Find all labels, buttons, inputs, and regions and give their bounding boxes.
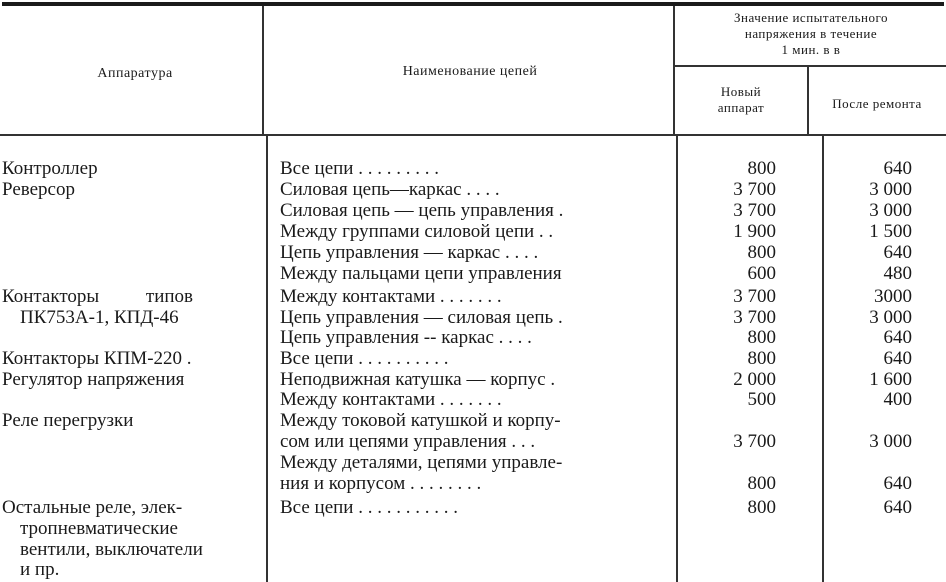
- value-repair: 3 000: [869, 179, 912, 200]
- value-repair: 640: [883, 348, 912, 369]
- circuit-text: Между деталями, цепями управле-: [280, 452, 563, 473]
- circuit-text: Цепь управления — каркас . . . .: [280, 242, 539, 263]
- circuit-text: Все цепи . . . . . . . . .: [280, 158, 439, 179]
- apparatus-other-relays-line-1: Остальные реле, элек-: [2, 497, 183, 518]
- col-divider-1: [262, 6, 264, 134]
- value-new: 800: [747, 348, 776, 369]
- header-circuits: Наименование цепей: [402, 64, 538, 79]
- apparatus-other-relays-line-3: вентили, выключатели: [20, 539, 203, 560]
- value-new: 3 700: [733, 179, 776, 200]
- header-apparatus: Аппаратура: [97, 66, 173, 81]
- value-new: 800: [747, 242, 776, 263]
- value-repair: 400: [883, 389, 912, 410]
- header-voltage-line-3: 1 мин. в в: [781, 42, 841, 57]
- apparatus-reverser: Реверсор: [2, 179, 75, 200]
- header-voltage-line-2: напряжения в течение: [744, 26, 878, 41]
- value-new: 3 700: [733, 307, 776, 328]
- header-bottom-rule: [0, 134, 946, 136]
- value-repair: 640: [883, 327, 912, 348]
- circuit-text: Между группами силовой цепи . .: [280, 221, 554, 242]
- value-repair: 3000: [874, 286, 912, 307]
- circuit-text: Цепь управления — силовая цепь .: [280, 307, 563, 328]
- value-repair: 480: [883, 263, 912, 284]
- value-repair: 640: [883, 158, 912, 179]
- circuit-text: Между контактами . . . . . . .: [280, 286, 502, 307]
- value-new: 1 900: [733, 221, 776, 242]
- apparatus-contactors-line-1: Контакторы типов: [2, 286, 194, 307]
- circuit-text: Между токовой катушкой и корпу-: [280, 410, 561, 431]
- apparatus-other-relays-line-2: тропневматические: [20, 518, 178, 539]
- circuit-text: сом или цепями управления . . .: [280, 431, 536, 452]
- header-after-repair: После ремонта: [832, 96, 922, 111]
- table-top-rule: [2, 2, 944, 6]
- circuit-text: Силовая цепь — цепь управления .: [280, 200, 564, 221]
- value-repair: 1 500: [869, 221, 912, 242]
- circuit-text: Между пальцами цепи управления: [280, 263, 562, 284]
- body-divider-1: [266, 136, 268, 582]
- circuit-text: ния и корпусом . . . . . . . .: [280, 473, 482, 494]
- apparatus-overload-relay: Реле перегрузки: [2, 410, 134, 431]
- value-new: 2 000: [733, 369, 776, 390]
- circuit-text: Неподвижная катушка — корпус .: [280, 369, 556, 390]
- value-new: 3 700: [733, 200, 776, 221]
- value-new: 800: [747, 473, 776, 494]
- circuit-text: Все цепи . . . . . . . . . . .: [280, 497, 458, 518]
- col-divider-2: [673, 6, 675, 134]
- value-repair: 3 000: [869, 200, 912, 221]
- header-new-line-1: Новый: [720, 84, 762, 99]
- apparatus-contactors-line-2: ПК753А-1, КПД-46: [20, 307, 179, 328]
- value-new: 800: [747, 327, 776, 348]
- value-new: 500: [747, 389, 776, 410]
- value-new: 3 700: [733, 286, 776, 307]
- value-repair: 640: [883, 497, 912, 518]
- circuit-text: Силовая цепь—каркас . . . .: [280, 179, 500, 200]
- value-repair: 1 600: [869, 369, 912, 390]
- value-repair: 3 000: [869, 431, 912, 452]
- value-new: 800: [747, 158, 776, 179]
- value-new: 800: [747, 497, 776, 518]
- value-repair: 640: [883, 242, 912, 263]
- circuit-text: Цепь управления -- каркас . . . .: [280, 327, 532, 348]
- value-repair: 3 000: [869, 307, 912, 328]
- apparatus-voltage-regulator: Регулятор напряжения: [2, 369, 185, 390]
- value-new: 3 700: [733, 431, 776, 452]
- apparatus-controller: Контроллер: [2, 158, 98, 179]
- apparatus-other-relays-line-4: и пр.: [20, 559, 60, 580]
- value-new: 600: [747, 263, 776, 284]
- group-header-rule: [673, 65, 946, 67]
- value-repair: 640: [883, 473, 912, 494]
- circuit-text: Все цепи . . . . . . . . . .: [280, 348, 449, 369]
- header-voltage-line-1: Значение испытательного: [734, 10, 888, 25]
- apparatus-kpm-contactors: Контакторы КПМ-220 .: [2, 348, 192, 369]
- header-new-line-2: аппарат: [717, 100, 765, 115]
- circuit-text: Между контактами . . . . . . .: [280, 389, 502, 410]
